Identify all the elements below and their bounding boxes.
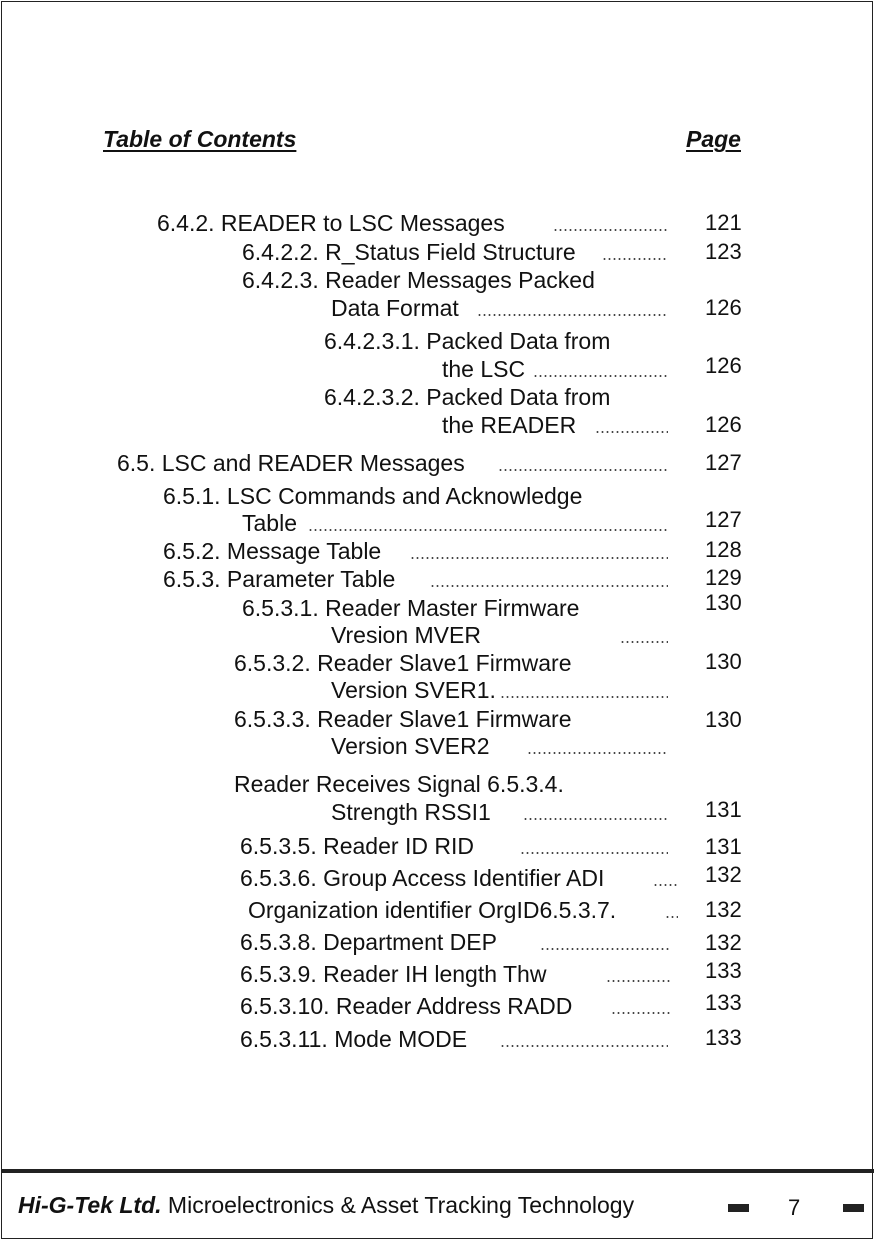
dot-leader [527, 752, 668, 754]
toc-page-number: 133 [705, 1025, 742, 1050]
dot-leader [498, 469, 668, 471]
toc-page-number: 123 [705, 239, 742, 264]
toc-page-number: 132 [705, 862, 742, 887]
dot-leader [533, 375, 668, 377]
dot-leader [410, 557, 668, 559]
toc-entry-text: 6.5.3.8. Department DEP [240, 929, 497, 955]
toc-entry-text: Version SVER2 [331, 733, 490, 759]
page-column-label: Page [686, 126, 741, 152]
toc-page-number: 131 [705, 797, 742, 822]
dot-leader [523, 818, 668, 820]
toc-entry-text: the LSC [442, 356, 526, 382]
toc-entry-text: 6.5.3.1. Reader Master Firmware [242, 595, 580, 621]
toc-page-number: 129 [705, 565, 742, 590]
toc-page-number: 130 [705, 649, 742, 674]
toc-page-number: 130 [705, 707, 742, 732]
dot-leader [553, 229, 668, 231]
toc-entry-text: 6.5.2. Message Table [163, 538, 382, 564]
toc-page-number: 132 [705, 930, 742, 955]
dot-leader [611, 1012, 670, 1014]
toc-entry-text: 6.5.3.3. Reader Slave1 Firmware [234, 706, 572, 732]
toc-entry-text: 6.5.3.6. Group Access Identifier ADI [240, 865, 605, 891]
dot-leader [477, 314, 668, 316]
toc-entry-text: the READER [442, 412, 577, 438]
toc-entry-text: 6.5. LSC and READER Messages [117, 450, 465, 476]
toc-page-number: 126 [705, 412, 742, 437]
dot-leader [595, 431, 668, 433]
dot-leader [665, 916, 678, 918]
footer-marker-left [728, 1204, 749, 1212]
footer-marker-right [843, 1204, 864, 1212]
dot-leader [520, 852, 668, 854]
toc-entry-text: 6.5.1. LSC Commands and Acknowledge [163, 483, 583, 509]
dot-leader [620, 641, 668, 643]
toc-page-number: 121 [705, 210, 742, 235]
toc-entry-text: Vresion MVER [331, 622, 481, 648]
footer-text [18, 1192, 634, 1219]
toc-entry-text: 6.5.3.5. Reader ID RID [240, 833, 474, 859]
toc-entry-text: 6.4.2.3. Reader Messages Packed [242, 267, 595, 293]
dot-leader [606, 980, 670, 982]
toc-page-number: 131 [705, 834, 742, 859]
toc-entry-text: 6.4.2.3.1. Packed Data from [324, 328, 611, 354]
toc-page-number: 130 [705, 590, 742, 615]
toc-entry-text: Version SVER1. [331, 677, 496, 703]
footer-page-number: 7 [788, 1195, 801, 1220]
toc-page-number: 133 [705, 958, 742, 983]
toc-entry-text: Table [242, 510, 297, 536]
toc-title: Table of Contents [103, 126, 297, 152]
toc-entry-text: 6.4.2. READER to LSC Messages [157, 210, 505, 236]
toc-entry-text: 6.5.3.9. Reader IH length Thw [240, 961, 547, 987]
toc-entry-text: 6.4.2.2. R_Status Field Structure [242, 239, 576, 265]
dot-leader [602, 258, 668, 260]
toc-page-number: 133 [705, 990, 742, 1015]
dot-leader [653, 884, 678, 886]
toc-entry-text: 6.4.2.3.2. Packed Data from [324, 384, 611, 410]
dot-leader [500, 696, 668, 698]
toc-entry-text: Reader Receives Signal 6.5.3.4. [234, 771, 564, 797]
footer-rule [2, 1169, 874, 1173]
toc-entry-text: 6.5.3.11. Mode MODE [240, 1026, 468, 1052]
dot-leader [500, 1045, 668, 1047]
toc-entry-text: 6.5.3. Parameter Table [163, 566, 396, 592]
toc-entry-text: Strength RSSI1 [331, 799, 491, 825]
toc-entry-text: 6.5.3.10. Reader Address RADD [240, 993, 573, 1019]
toc-page-number: 127 [705, 507, 742, 532]
toc-page-number: 128 [705, 537, 742, 562]
toc-page-number: 126 [705, 353, 742, 378]
footer-company: Hi-G-Tek Ltd. [18, 1192, 162, 1218]
dot-leader [430, 585, 668, 587]
dot-leader [540, 948, 670, 950]
footer-tagline: Microelectronics & Asset Tracking Technology [167, 1192, 635, 1218]
toc-entry-text: Data Format [331, 295, 459, 321]
toc-page-number: 127 [705, 450, 742, 475]
dot-leader [308, 529, 668, 531]
toc-page-number: 126 [705, 295, 742, 320]
toc-entry-text: 6.5.3.2. Reader Slave1 Firmware [234, 650, 572, 676]
toc-page-number: 132 [705, 897, 742, 922]
toc-entry-text: Organization identifier OrgID6.5.3.7. [248, 897, 617, 923]
